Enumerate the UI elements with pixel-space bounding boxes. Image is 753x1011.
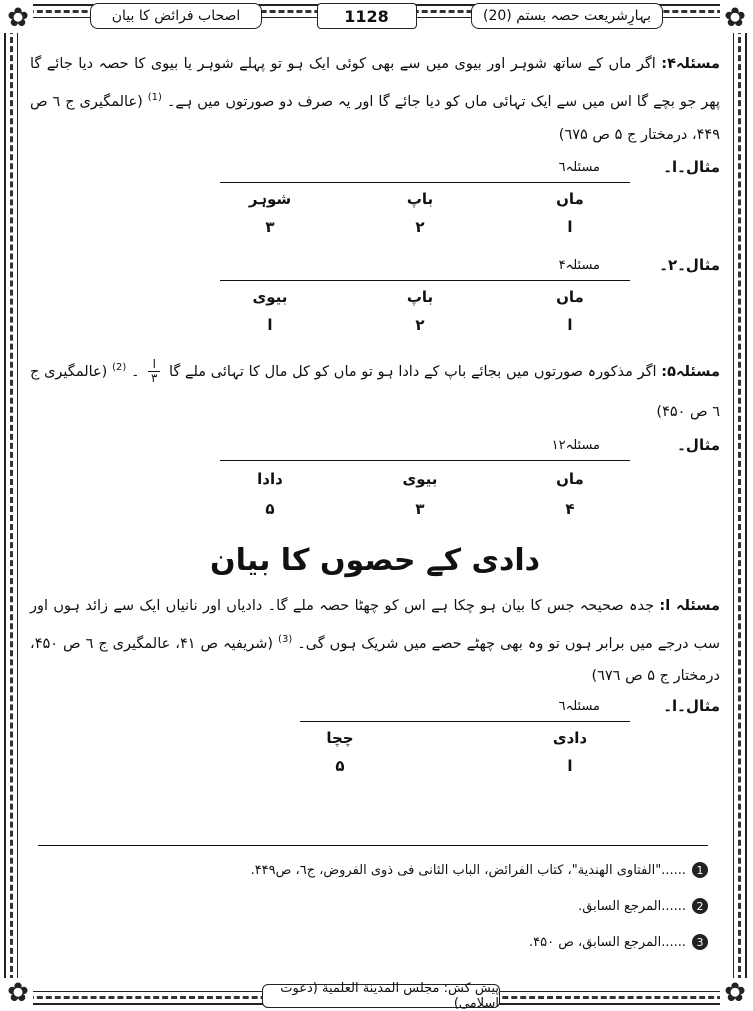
example-1 xyxy=(30,152,720,252)
share-value: ۲ xyxy=(415,217,425,236)
example-label: مثال۔ا۔ xyxy=(663,157,720,176)
footnote-text: ......المرجع السابق، ص ۴۵۰. xyxy=(528,934,686,950)
footnote-ref: (2) xyxy=(112,361,127,373)
masala-number: مسئلہ١٢ xyxy=(551,437,600,453)
example-2 xyxy=(30,252,720,348)
example-3 xyxy=(30,432,720,532)
masala-text: جدہ صحیحہ جس کا بیان ہو چکا ہے اس کو چھٹا حصہ ملے گا۔ دادیاں اور نانیاں ایک سے زائد ہوں اور سب درجے میں برابر ہوں تو وہ بھی چھٹے حصے میں شریک ہوں گی۔ xyxy=(30,597,720,652)
corner-ornament-icon: ✿ xyxy=(3,3,33,33)
divider-line xyxy=(300,721,630,722)
masala-number: مسئلہ٦ xyxy=(558,159,600,175)
chapter-title: اصحاب فرائض کا بیان xyxy=(90,3,262,29)
page-content xyxy=(30,48,720,783)
masala-1-paragraph xyxy=(30,590,720,694)
heir-name: ماں xyxy=(556,189,584,208)
masala-5-paragraph xyxy=(30,348,720,432)
footnote xyxy=(38,924,708,960)
heir-name: دادی xyxy=(552,729,588,748)
example-4 xyxy=(30,693,720,783)
dash: ۔ xyxy=(131,363,140,380)
reference-text: (عالمگیری ج ٦ ص ۴۴۹، درمختار ج ۵ ص ٦٧۵) xyxy=(30,93,720,143)
page-number: 1128 xyxy=(317,3,417,29)
share-value: ۵ xyxy=(265,499,275,518)
fraction-denominator: ۳ xyxy=(151,371,158,386)
fraction xyxy=(148,358,160,385)
heir-name: چچا xyxy=(326,729,354,748)
heir-name: ماں xyxy=(556,287,584,306)
heir-name: دادا xyxy=(257,469,283,488)
reference-text: (شریفیہ ص ۴۱، عالمگیری ج ٦ ص ۴۵۰، درمختار ج ۵ ص ٦٧٦) xyxy=(30,635,720,685)
example-label: مثال۔ا۔ xyxy=(663,697,720,716)
footnote xyxy=(38,888,708,924)
corner-ornament-icon: ✿ xyxy=(3,978,33,1008)
share-value: ۲ xyxy=(415,315,425,334)
share-value: ۵ xyxy=(335,757,345,776)
masala-label: مسئلہ۴: xyxy=(661,56,721,72)
heir-name: شوہر xyxy=(248,189,292,208)
publisher-footer: پیش کش: مجلس المدینة العلمیة (دعوت اسلامی) xyxy=(262,984,500,1008)
footnote-text: ......المرجع السابق. xyxy=(578,898,686,914)
share-value: ا xyxy=(567,315,573,334)
masala-number: مسئلہ۴ xyxy=(558,257,600,273)
heir-name: بیوی xyxy=(402,469,438,488)
masala-text: اگر مذکورہ صورتوں میں بجائے باپ کے دادا ہو تو ماں کو کل مال کا تہائی ملے گا xyxy=(168,363,657,380)
section-title: دادی کے حصوں کا بیان xyxy=(209,542,541,578)
footnote-text: ......"الفتاوی الهندیة"، کتاب الفرائض، الباب الثانی فی ذوی الفروض، ج٦، ص۴۴۹. xyxy=(250,862,686,878)
share-value: ۳ xyxy=(265,217,275,236)
divider-line xyxy=(220,460,630,461)
book-title: بہارِشریعت حصہ بستم (20) xyxy=(471,3,663,29)
divider-line xyxy=(220,182,630,183)
footnote-divider xyxy=(38,845,708,846)
share-value: ا xyxy=(567,757,573,776)
heir-name: باپ xyxy=(406,189,434,208)
footnote-ref: (3) xyxy=(278,633,293,645)
footnote-ref: (1) xyxy=(147,92,162,103)
share-value: ۳ xyxy=(415,499,425,518)
example-label: مثال۔ xyxy=(677,435,720,454)
footnote-number: 1 xyxy=(692,862,708,878)
corner-ornament-icon: ✿ xyxy=(720,3,750,33)
masala-label: مسئلہ۵: xyxy=(661,363,721,380)
example-label: مثال۔۲۔ xyxy=(659,255,720,274)
share-value: ۴ xyxy=(565,499,575,518)
divider-line xyxy=(220,280,630,281)
footnotes xyxy=(38,845,708,960)
share-value: ا xyxy=(567,217,573,236)
page-header xyxy=(90,2,663,30)
heir-name: ماں xyxy=(556,469,584,488)
footnote-number: 3 xyxy=(692,934,708,950)
heir-name: باپ xyxy=(406,287,434,306)
footnote xyxy=(38,852,708,888)
masala-text: اگر ماں کے ساتھ شوہر اور بیوی میں سے بھی کوئی ایک ہو تو پہلے شوہر یا بیوی کا حصہ دیا جائے گا پھر جو بچے گا اس میں سے ایک تہائی ماں کو دیا جائے گا اور یہ صرف دو صورتوں میں ہے۔ xyxy=(30,56,721,110)
footnote-number: 2 xyxy=(692,898,708,914)
corner-ornament-icon: ✿ xyxy=(720,978,750,1008)
masala-label: مسئلہ ا: xyxy=(659,597,721,614)
share-value: ا xyxy=(267,315,273,334)
masala-4-paragraph xyxy=(30,48,720,152)
masala-number: مسئلہ٦ xyxy=(558,699,600,715)
fraction-numerator: ا xyxy=(152,357,156,372)
reference-text: (عالمگیری ج ٦ ص ۴۵۰) xyxy=(30,363,720,420)
heir-name: بیوی xyxy=(252,287,288,306)
